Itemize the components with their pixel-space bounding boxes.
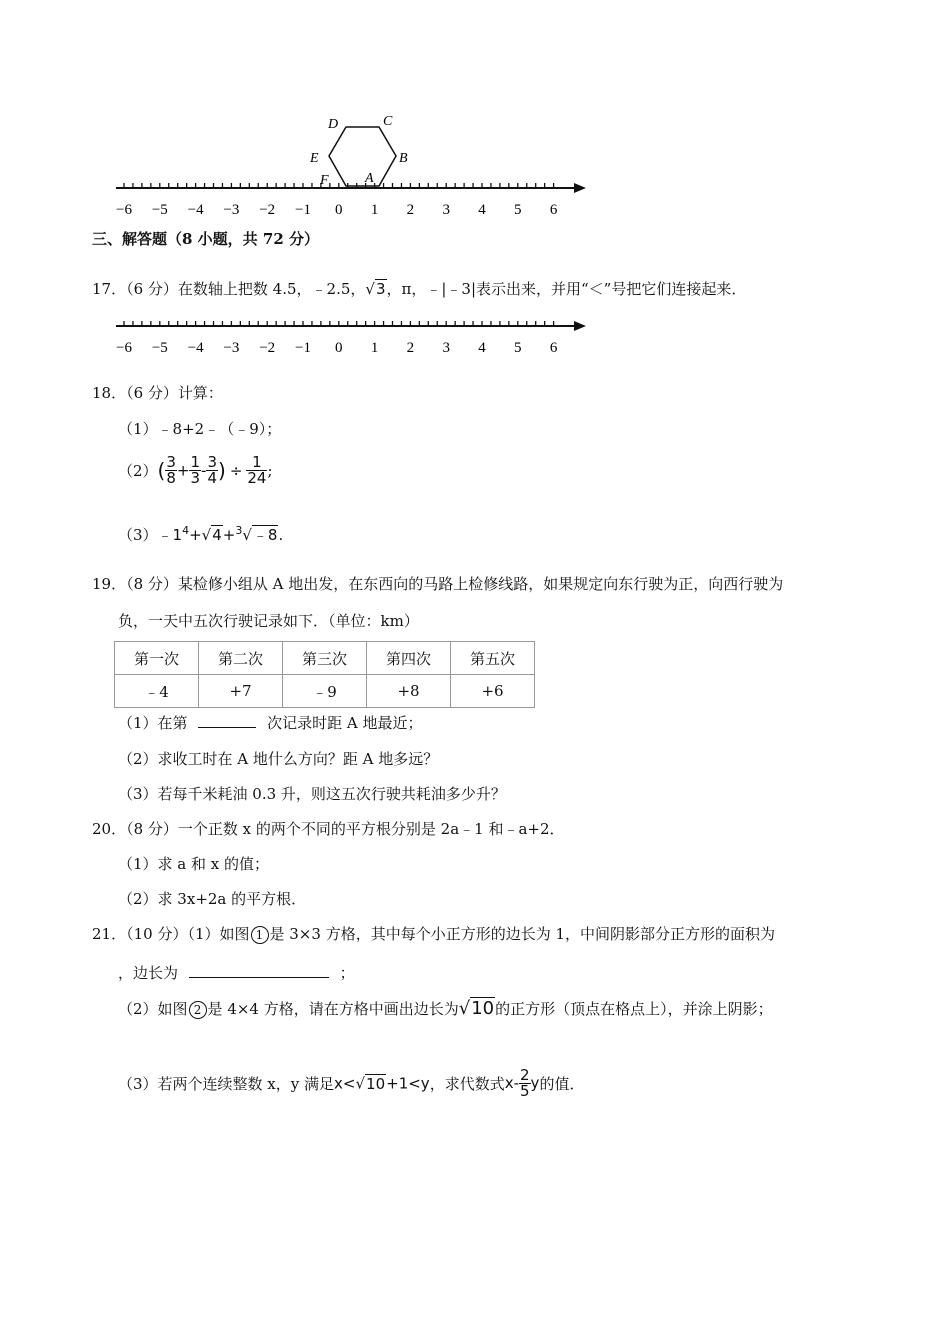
tick-label: −5 (151, 340, 168, 356)
numerator: 3 (207, 453, 217, 471)
section-title: 三、解答题（8 小题，共 72 分） (92, 230, 319, 248)
denominator: 4 (207, 469, 217, 487)
q18-p2-label: （2） (118, 462, 158, 480)
numerator: 1 (190, 453, 201, 471)
circled-number: 2 (189, 1001, 207, 1019)
axis-arrow (574, 321, 586, 331)
q21-p2-text-c: 的正方形（顶点在格点上），并涂上阴影； (495, 1000, 773, 1018)
algebraic-expression: x- $\frac{2}{5}$ y (504, 1066, 540, 1100)
q18-p3-end: . (278, 526, 284, 544)
tick-label: 6 (549, 202, 558, 218)
vertex-label-d: D (328, 117, 339, 132)
inequality-expression: x<√10+1<y (334, 1074, 430, 1093)
tick-label: −1 (295, 202, 311, 218)
tick-label: 5 (514, 340, 522, 356)
question-17 (92, 278, 746, 299)
q18-part-3 (118, 524, 283, 545)
tick-label: 2 (406, 340, 415, 356)
q21-p3-text-a: （3）若两个连续整数 x，y 满足 (118, 1075, 335, 1093)
q21-line2-text-b: ； (339, 964, 355, 982)
vertex-label-b: B (399, 151, 408, 166)
denominator: 3 (190, 469, 201, 487)
q19-part-2: （2）求收工时在 A 地什么方向？距 A 地多远？ (118, 750, 439, 768)
tick-label: −1 (295, 340, 311, 356)
q21-part-2 (118, 998, 773, 1019)
q18-p3-expression: $﹣1^4+√4+^3√﹣8$ (157, 524, 278, 544)
q21-sqrt-arg: 10 (471, 998, 495, 1019)
answer-blank[interactable] (189, 977, 329, 978)
tick-label: 5 (514, 202, 522, 218)
table-header-cell: 第二次 (199, 642, 283, 675)
question-20-title: 20．（8 分）一个正数 x 的两个不同的平方根分别是 2a﹣1 和﹣a+2． (92, 820, 565, 838)
tick-label: 1 (370, 202, 379, 218)
question-21-line-1 (92, 923, 775, 944)
q20-part-1: （1）求 a 和 x 的值； (118, 855, 270, 873)
q17-text-b: ，π，﹣|﹣3|表示出来，并用“＜”号把它们连接起来． (386, 280, 747, 298)
vertex-label-c: C (383, 114, 393, 129)
table-cell: +8 (367, 675, 451, 708)
minus-sign: - (201, 461, 207, 480)
table-cell: +6 (451, 675, 535, 708)
tick-label: −4 (187, 202, 204, 218)
tick-label: −5 (151, 202, 168, 218)
fraction (206, 455, 218, 486)
tick-label: −2 (259, 340, 276, 356)
question-19-line-2: 负，一天中五次行驶记录如下．（单位：km） (118, 612, 419, 630)
paren-close: ) (218, 458, 226, 483)
q19-part-1 (118, 712, 422, 733)
q18-part-2 (118, 455, 273, 486)
fraction (165, 455, 177, 486)
vertex-label-a: A (365, 171, 374, 186)
numerator: 3 (166, 453, 176, 471)
tick-label: 2 (406, 202, 415, 218)
table-header-cell: 第四次 (367, 642, 451, 675)
circled-number: 1 (251, 926, 269, 944)
tick-label: −6 (116, 340, 132, 356)
divide-sign: ÷ (229, 461, 243, 480)
hexagon-number-line-figure (110, 105, 590, 220)
tick-label: −4 (187, 340, 204, 356)
paren-open: ( (157, 458, 166, 483)
table-header-cell: 第五次 (451, 642, 535, 675)
vertex-label-f: F (320, 173, 329, 188)
question-18-title: 18．（6 分）计算： (92, 384, 223, 402)
tick-label: −6 (116, 202, 132, 218)
plus-sign: + (176, 461, 190, 480)
q19-p1-text-b: 次记录时距 A 地最近； (267, 714, 423, 732)
q21-p2-text-b: 是 4×4 方格，请在方格中画出边长为 (207, 1000, 459, 1018)
q17-number-line (110, 310, 590, 360)
q20-part-2: （2）求 3x+2a 的平方根． (118, 890, 307, 908)
q17-text-a: 17．（6 分）在数轴上把数 4.5，﹣2.5， (92, 280, 366, 298)
q21-sqrt: √10 (458, 998, 495, 1019)
tick-label: −2 (259, 202, 276, 218)
tick-label: −3 (223, 202, 240, 218)
q21-p3-text-b: ，求代数式 (429, 1075, 505, 1093)
vertex-label-e: E (310, 151, 319, 166)
tick-label: 3 (442, 340, 450, 356)
table-header-cell: 第三次 (283, 642, 367, 675)
q18-p2-end: ; (267, 461, 273, 480)
driving-record-table (114, 641, 535, 708)
q19-part-3: （3）若每千米耗油 0.3 升，则这五次行驶共耗油多少升？ (118, 785, 506, 803)
tick-label: 4 (478, 202, 486, 218)
table-header-cell: 第一次 (115, 642, 199, 675)
table-cell: ﹣9 (283, 675, 367, 708)
table-header-row (115, 642, 535, 675)
fraction (246, 455, 267, 486)
fraction (189, 455, 201, 486)
tick-label: 0 (335, 340, 343, 356)
q21-text-b: 是 3×3 方格，其中每个小正方形的边长为 1，中间阴影部分正方形的面积为 (269, 925, 776, 943)
q17-sqrt: √3 (365, 280, 386, 298)
question-21-line-2 (118, 962, 355, 983)
tick-label: 6 (549, 340, 558, 356)
tick-label: 3 (442, 202, 450, 218)
tick-label: −3 (223, 340, 240, 356)
denominator: 24 (247, 469, 267, 487)
tick-label: 4 (478, 340, 486, 356)
denominator: 8 (166, 469, 176, 487)
table-cell: ﹣4 (115, 675, 199, 708)
q21-p2-text-a: （2）如图 (118, 1000, 188, 1018)
q18-p3-label: （3） (118, 526, 158, 544)
q17-sqrt-arg: 3 (375, 280, 386, 298)
answer-blank[interactable] (198, 727, 256, 728)
q21-p3-text-c: 的值． (539, 1075, 585, 1093)
q21-part-3 (118, 1068, 584, 1099)
table-row (115, 675, 535, 708)
axis-arrow (574, 183, 586, 193)
q21-text-a: 21．（10 分）（1）如图 (92, 925, 250, 943)
table-cell: +7 (199, 675, 283, 708)
numerator: 1 (246, 455, 267, 471)
q21-line2-text-a: ，边长为 (118, 964, 179, 982)
q19-p1-text-a: （1）在第 (118, 714, 188, 732)
tick-label: 0 (335, 202, 343, 218)
q18-part-1: （1）﹣8+2﹣（﹣9）； (118, 420, 282, 438)
tick-label: 1 (370, 340, 379, 356)
hexagon (329, 127, 396, 186)
question-19-line-1: 19．（8 分）某检修小组从 A 地出发，在东西向的马路上检修线路，如果规定向东行驶为正，向西行驶为 (92, 575, 784, 593)
